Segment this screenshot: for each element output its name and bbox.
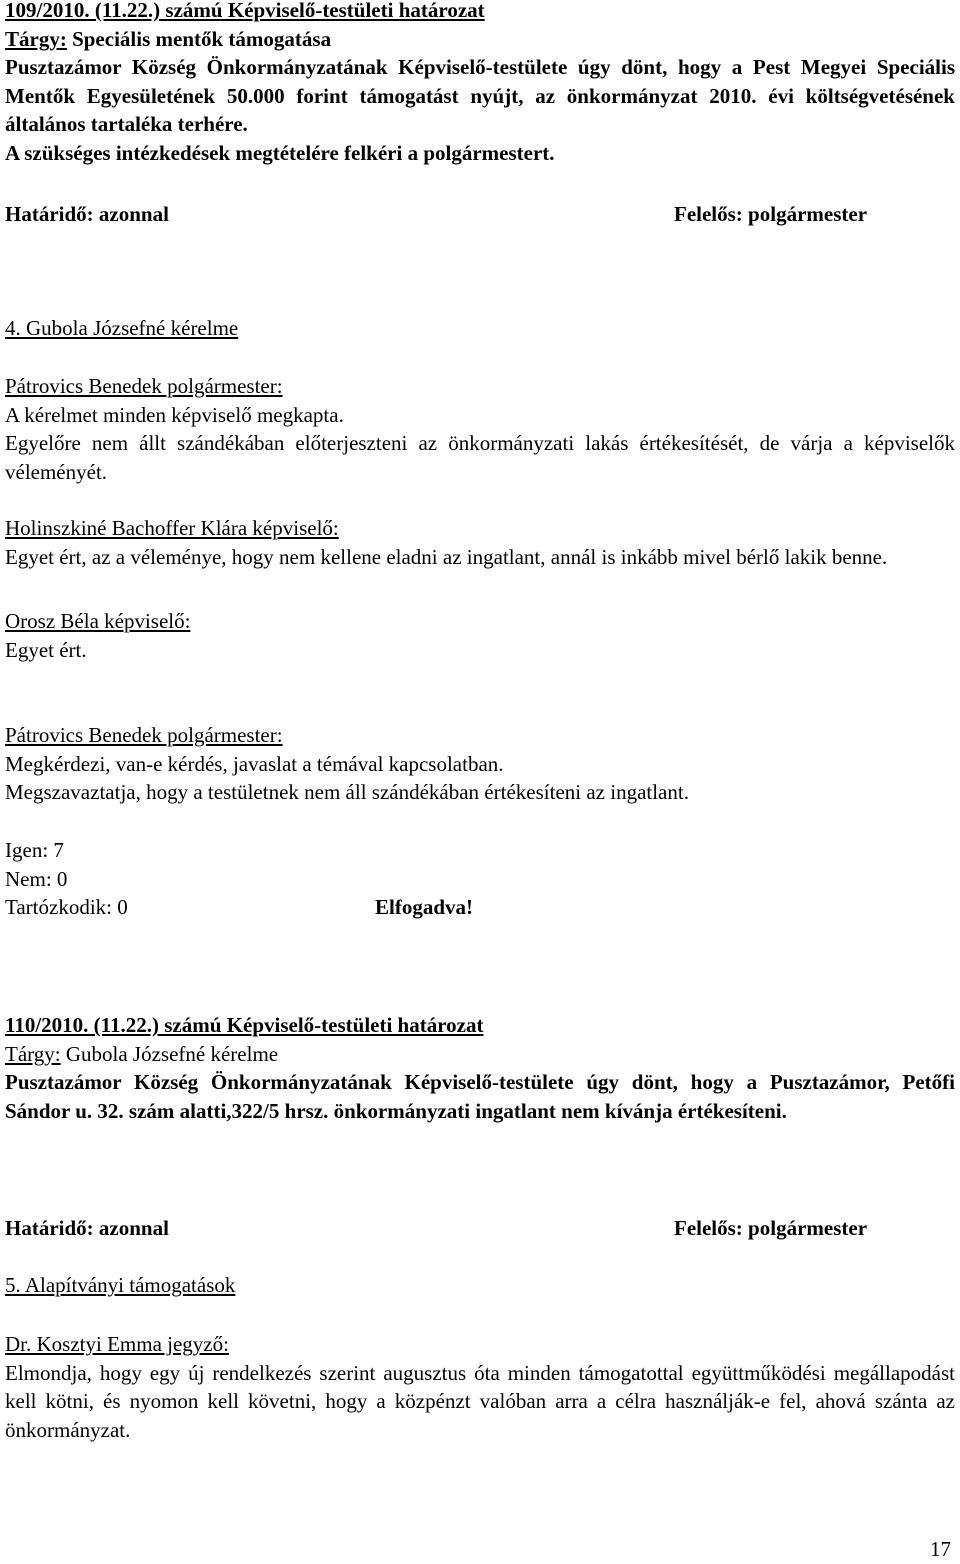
resolution-body: Pusztazámor Község Önkormányzatának Képviselő-testülete úgy dönt, hogy a Pest Megyei Speciális Mentők Egyesületének 50.000 forint támogatást nyújt, az önkormányzat 2010. évi költségvetésének általános tartaléka terhére. — [5, 55, 955, 136]
speaker-block-4 — [5, 721, 955, 807]
responsible: Felelős: polgármester — [674, 202, 868, 226]
subject-text: Gubola Józsefné kérelme — [60, 1041, 279, 1066]
resolution-109 — [5, 0, 955, 167]
speaker-text: Megszavaztatja, hogy a testületnek nem áll szándékában értékesíteni az ingatlant. — [5, 780, 689, 804]
subject-text: Speciális mentők támogatása — [66, 26, 332, 51]
speaker-name: Orosz Béla képviselő: — [5, 609, 191, 633]
resolution-subject — [5, 25, 955, 54]
speaker-text: Elmondja, hogy egy új rendelkezés szerint augusztus óta minden támogatottal együttműködési megállapodást kell kötni, és nyomon kell követni, hogy a közpénzt valóban arra a célra használják-e fel, ahová szánta az önkormányzat. — [5, 1360, 955, 1442]
agenda-item-4 — [5, 314, 955, 343]
page-number: 17 — [930, 1537, 951, 1561]
speaker-text: A kérelmet minden képviselő megkapta. — [5, 402, 344, 427]
vote-result: Elfogadva! — [375, 895, 474, 919]
document-page — [5, 0, 955, 1442]
resolution-body-2: A szükséges intézkedések megtételére felkéri a polgármestert. — [5, 140, 555, 165]
resolution-title: 109/2010. (11.22.) számú Képviselő-testületi határozat — [5, 0, 485, 22]
resolution-body: Pusztazámor Község Önkormányzatának Képviselő-testülete úgy dönt, hogy a Pusztazámor, Petőfi Sándor u. 32. szám alatti,322/5 hrsz. önkormányzati ingatlant nem kívánja értékesíteni. — [5, 1070, 955, 1123]
vote-abstain: Tartózkodik: 0 — [5, 895, 128, 919]
speaker-name: Pátrovics Benedek polgármester: — [5, 374, 283, 398]
speaker-text: Egyet ért, az a véleménye, hogy nem kellene eladni az ingatlant, annál is inkább mivel bérlő lakik benne. — [5, 544, 888, 569]
speaker-text: Egyet ért. — [5, 637, 87, 662]
subject-label: Tárgy: — [5, 26, 67, 51]
agenda-heading: 5. Alapítványi támogatások — [5, 1273, 236, 1297]
vote-yes: Igen: 7 — [5, 838, 64, 862]
speaker-block-1 — [5, 372, 955, 486]
subject-label: Tárgy: — [5, 1041, 61, 1066]
resolution-110 — [5, 1011, 955, 1125]
vote-no: Nem: 0 — [5, 866, 68, 891]
agenda-item-5 — [5, 1271, 955, 1300]
deadline-row — [5, 200, 955, 229]
vote-results — [5, 836, 955, 922]
deadline: Határidő: azonnal — [5, 202, 169, 226]
speaker-block-5 — [5, 1330, 955, 1444]
speaker-name: Holinszkiné Bachoffer Klára képviselő: — [5, 516, 339, 540]
responsible: Felelős: polgármester — [674, 1215, 868, 1240]
vote-abstain-row — [5, 893, 955, 922]
deadline-row — [5, 1214, 955, 1243]
speaker-name: Dr. Kosztyi Emma jegyző: — [5, 1332, 229, 1356]
resolution-subject — [5, 1040, 955, 1069]
speaker-block-3 — [5, 607, 955, 664]
speaker-text: Megkérdezi, van-e kérdés, javaslat a témával kapcsolatban. — [5, 751, 504, 776]
speaker-text: Egyelőre nem állt szándékában előterjeszteni az önkormányzati lakás értékesítését, de várja a képviselők véleményét. — [5, 431, 955, 484]
speaker-name: Pátrovics Benedek polgármester: — [5, 723, 283, 747]
speaker-block-2 — [5, 514, 955, 571]
resolution-title: 110/2010. (11.22.) számú Képviselő-testületi határozat — [5, 1013, 484, 1037]
deadline: Határidő: azonnal — [5, 1215, 169, 1240]
agenda-heading: 4. Gubola Józsefné kérelme — [5, 316, 239, 340]
